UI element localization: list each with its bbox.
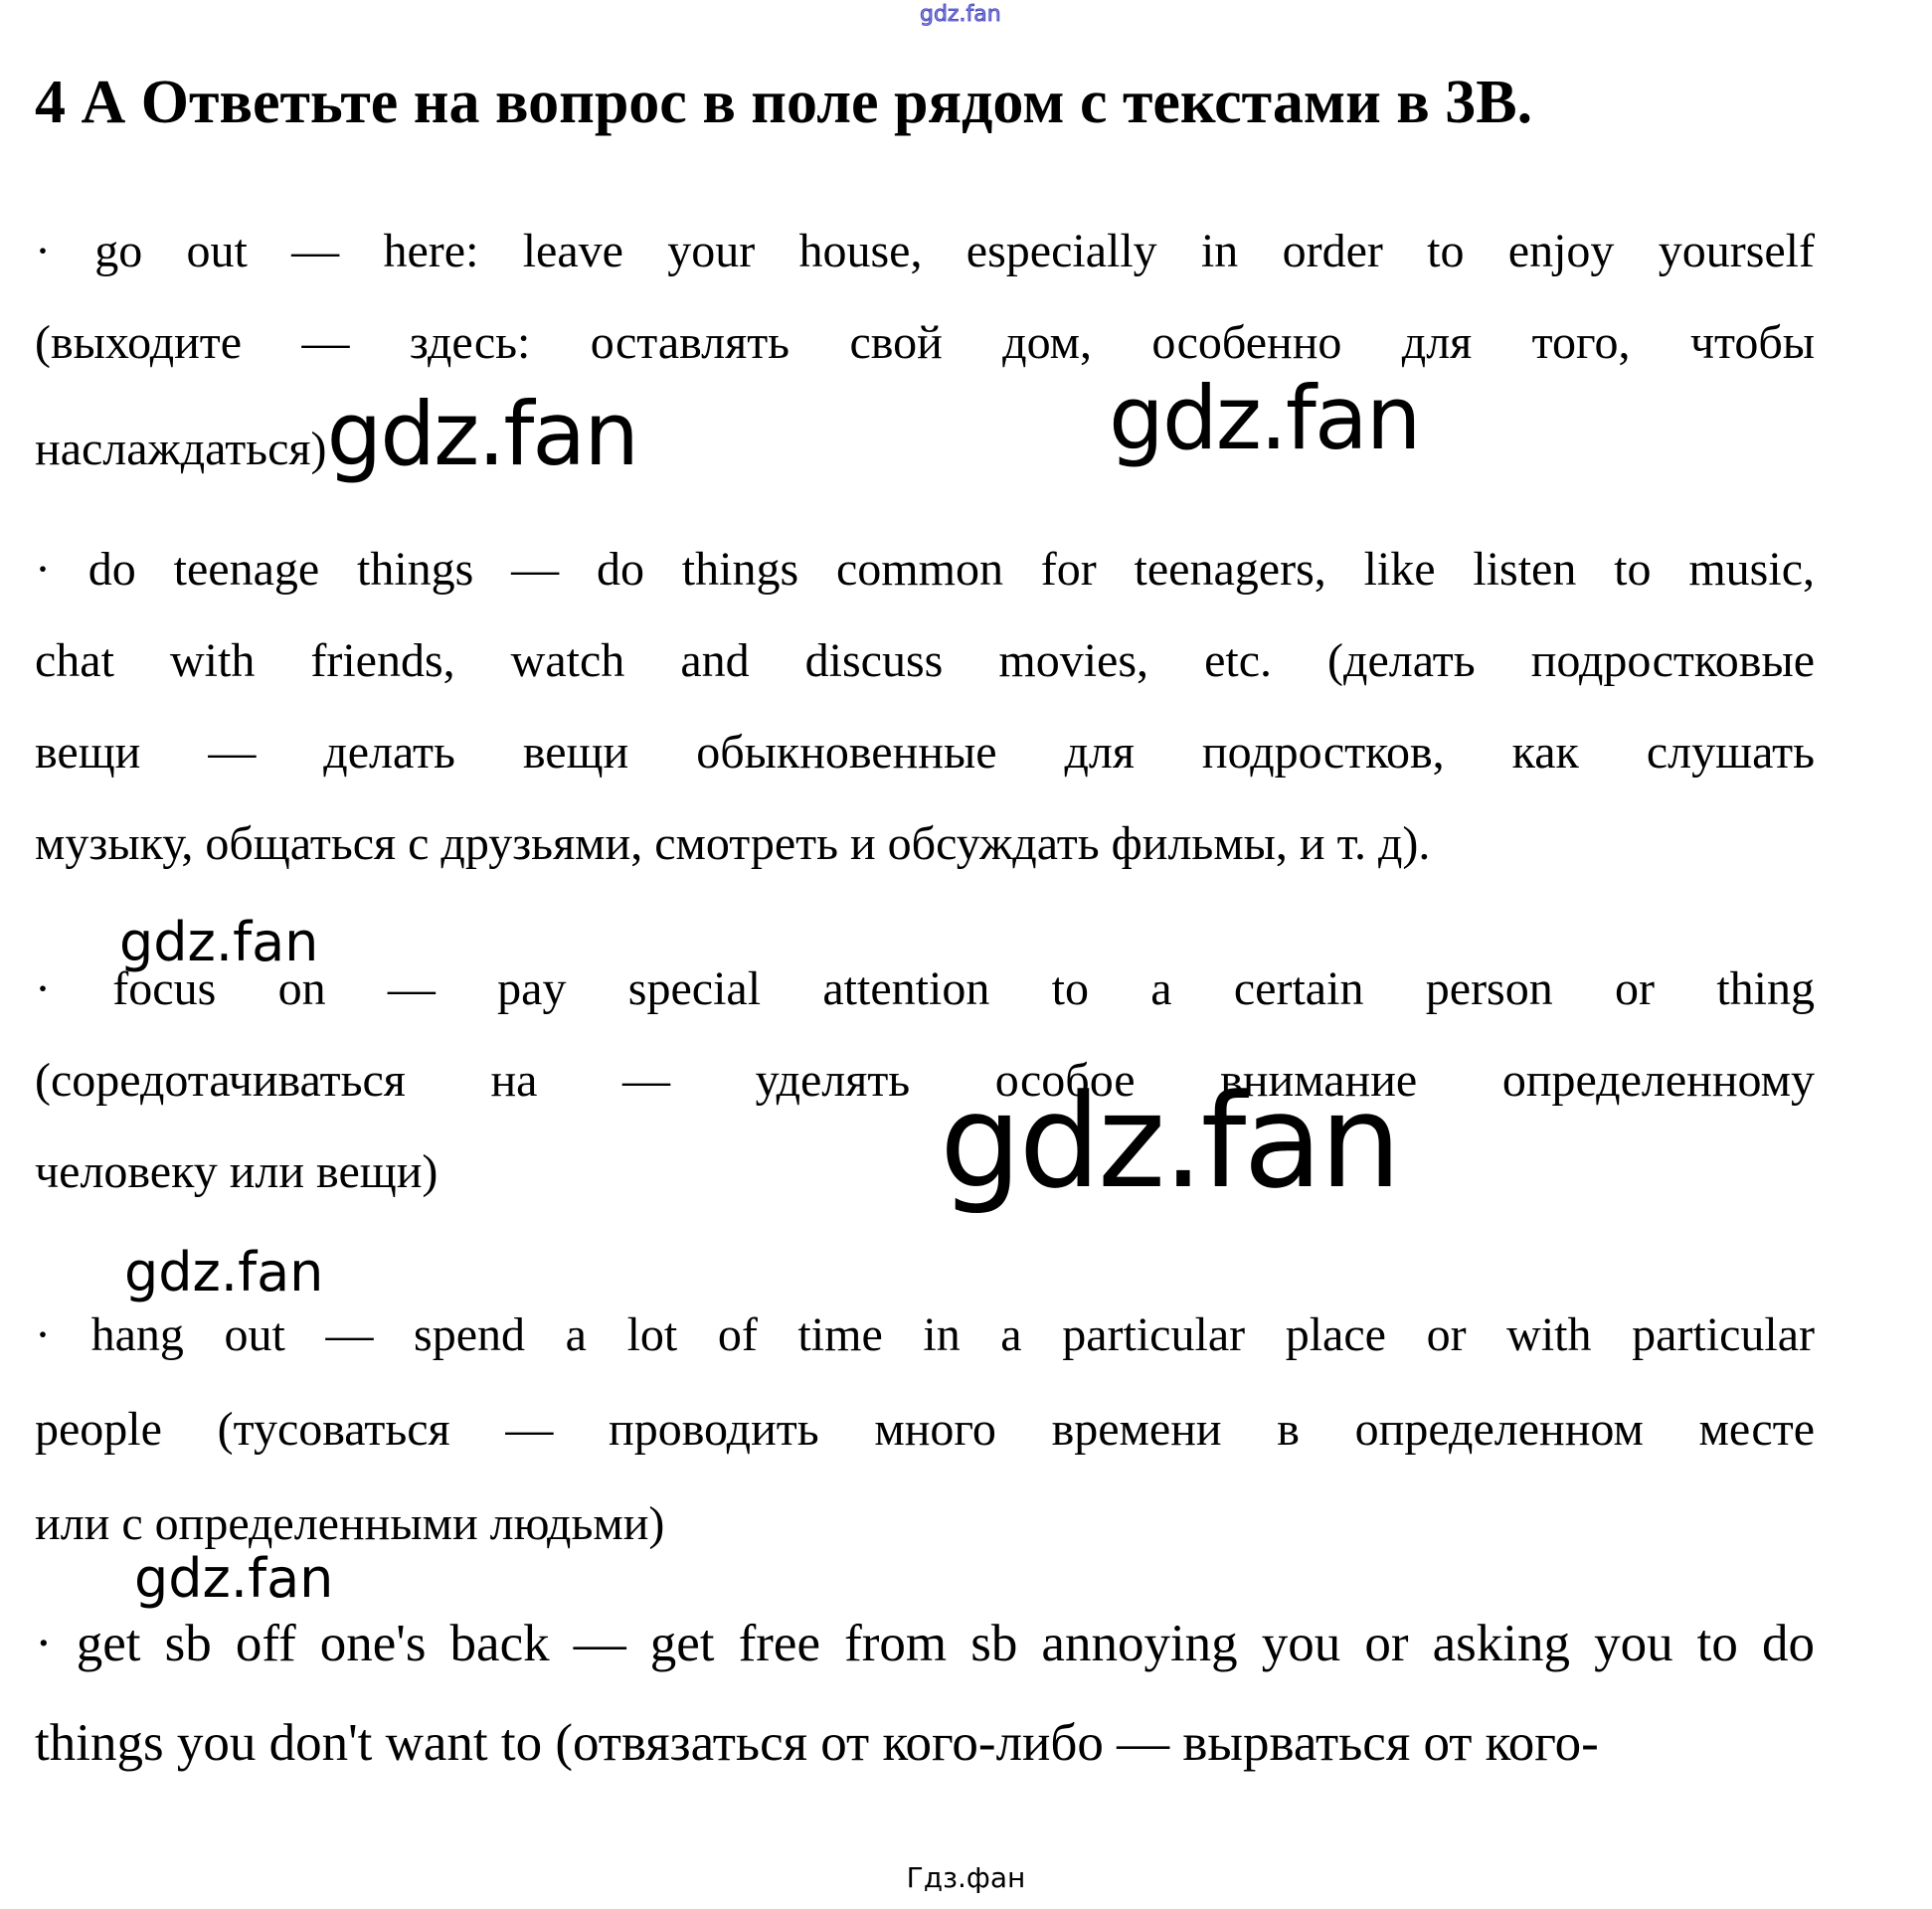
text-line: people (тусоваться — проводить много времени в определенном месте <box>35 1403 1815 1456</box>
text-line-fragment: наслаждаться) <box>35 423 327 475</box>
text-line: · hang out — spend a lot of time in a particular place or with particular <box>35 1308 1815 1361</box>
gdz-fan-watermark-small-2: gdz.fan <box>124 1241 324 1303</box>
definition-paragraph-go-out <box>35 206 1815 495</box>
gdz-fan-watermark-top: gdz.fan <box>920 2 1001 27</box>
text-line: · go out — here: leave your house, especially in order to enjoy yourself <box>35 225 1815 277</box>
exercise-heading: 4 А Ответьте на вопрос в поле рядом с текстами в 3В. <box>35 69 1533 136</box>
definition-paragraph-get-sb-off-ones-back <box>35 1594 1815 1793</box>
text-line: (соредотачиваться на — уделять особое внимание определенному <box>35 1054 1815 1107</box>
gdz-fan-watermark-small-3: gdz.fan <box>134 1547 334 1610</box>
text-line: · do teenage things — do things common for teenagers, like listen to music, <box>35 543 1815 596</box>
text-line: chat with friends, watch and discuss movies, etc. (делать подростковые <box>35 634 1815 687</box>
gdz-fan-watermark-large: gdz.fan <box>940 1066 1399 1217</box>
gdz-fan-watermark-small-1: gdz.fan <box>119 911 319 973</box>
text-line: (выходите — здесь: оставлять свой дом, особенно для того, чтобы <box>35 316 1815 369</box>
definition-paragraph-hang-out <box>35 1288 1815 1571</box>
gdz-fan-watermark-inline: gdz.fan <box>326 383 637 485</box>
footer-site-name: Гдз.фан <box>906 1861 1026 1894</box>
text-line <box>35 383 1815 495</box>
text-line: вещи — делать вещи обыкновенные для подростков, как слушать <box>35 726 1815 779</box>
text-line: или с определенными людьми) <box>35 1497 665 1550</box>
gdz-fan-watermark-right: gdz.fan <box>1109 367 1420 469</box>
definition-paragraph-focus-on <box>35 944 1815 1218</box>
text-line: · focus on — pay special attention to a certain person or thing <box>35 962 1815 1015</box>
text-line: · get sb off one's back — get free from sb annoying you or asking you to do <box>35 1615 1815 1672</box>
text-line: things you don't want to (отвязаться от кого-либо — вырваться от кого- <box>35 1714 1599 1772</box>
definition-paragraph-do-teenage-things <box>35 524 1815 890</box>
text-line: человеку или вещи) <box>35 1145 439 1198</box>
text-line: музыку, общаться с друзьями, смотреть и обсуждать фильмы, и т. д). <box>35 817 1431 870</box>
